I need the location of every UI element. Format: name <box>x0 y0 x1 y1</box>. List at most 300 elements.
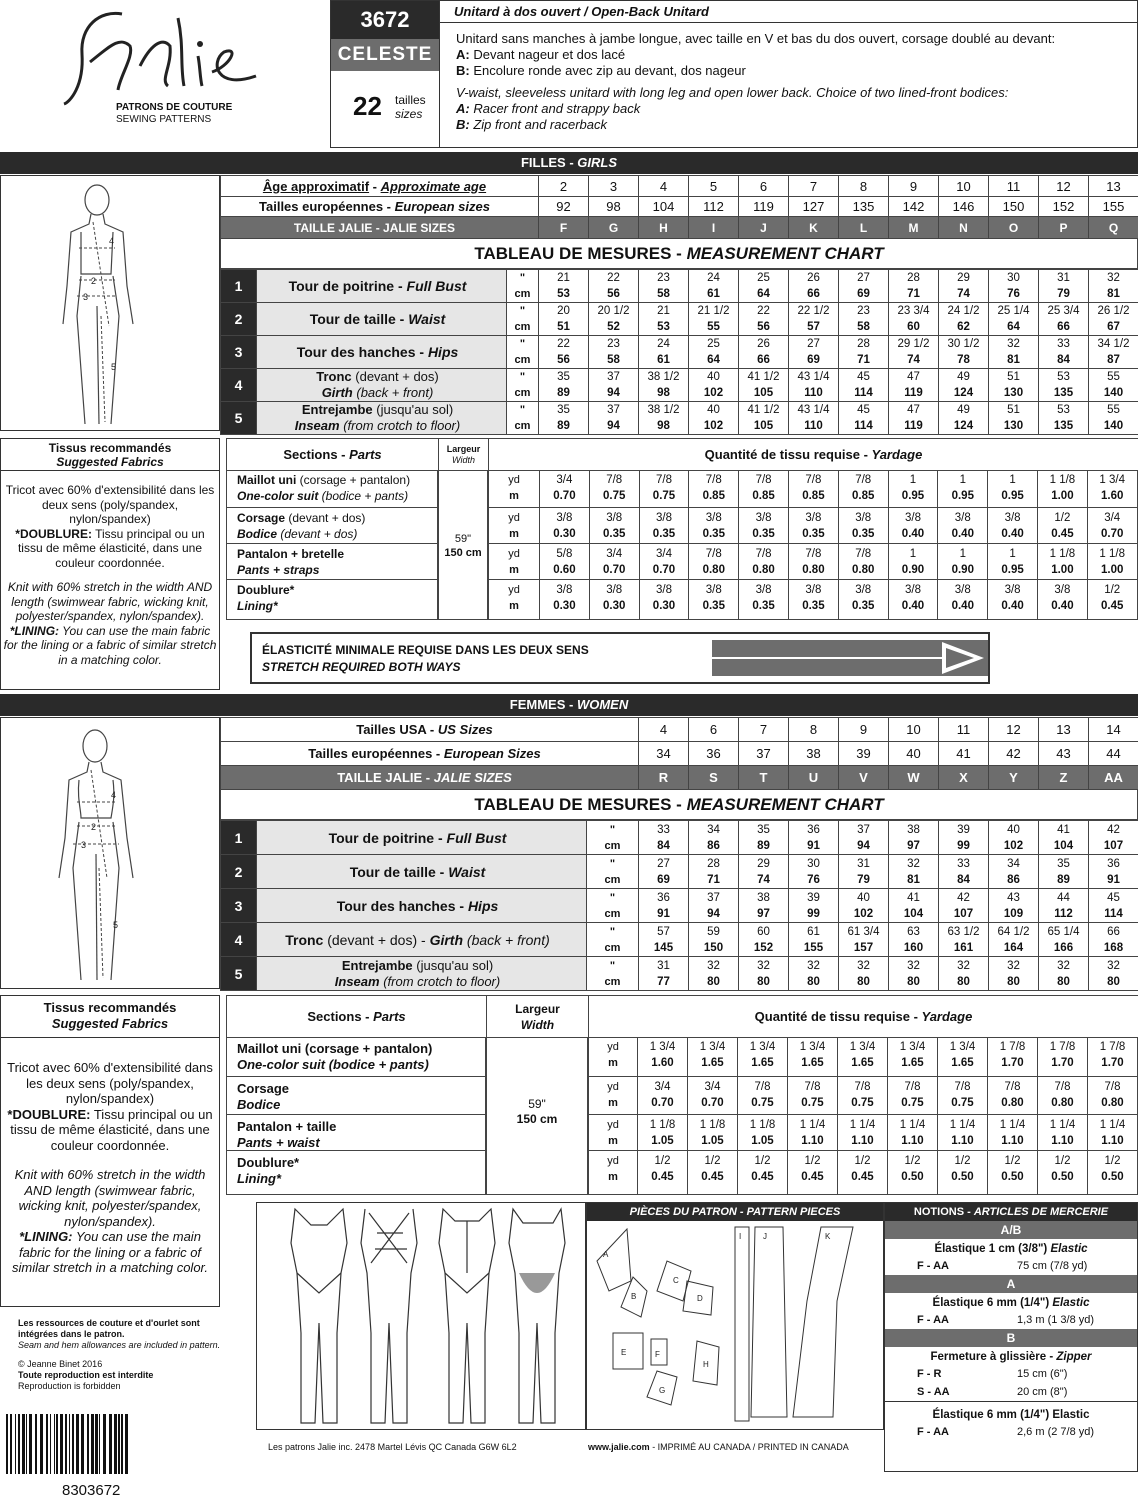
value-cm: 91 <box>807 839 820 852</box>
w-fabrics-en-lining: You can use the main fabric for the lining or a fabric of similar stretch in a matching color. <box>11 1229 209 1275</box>
value-cm: 166 <box>1053 941 1074 954</box>
yardage-row <box>226 544 1138 580</box>
yardage-en: Lining* <box>237 599 278 613</box>
value-inch: 41 1/2 <box>747 371 780 383</box>
w-jalie-cell: W <box>889 766 939 790</box>
measure-value-cell <box>689 402 739 435</box>
notion-size: F - R <box>917 1368 942 1380</box>
value-yd: 7/8 <box>855 474 872 486</box>
barcode-bar <box>15 1414 16 1474</box>
stretch-en: STRETCH REQUIRED BOTH WAYS <box>262 660 461 674</box>
unit-m: m <box>509 490 519 502</box>
measure-value-cell <box>939 889 989 923</box>
value-m: 0.70 <box>553 490 576 502</box>
yardage-value-cell <box>988 1037 1038 1077</box>
value-yd: 1 1/4 <box>899 1119 926 1131</box>
desc-fr-a-key: A: <box>456 47 470 62</box>
w-width-in: 59" <box>528 1097 546 1111</box>
value-m: 0.80 <box>1101 1097 1124 1109</box>
brand-line1: PATRONS DE COUTURE <box>116 102 233 113</box>
measure-en: Waist <box>408 311 446 327</box>
value-yd: 5/8 <box>556 548 573 560</box>
w-eu-cell: 42 <box>989 742 1039 766</box>
value-inch: 33 <box>957 857 970 870</box>
stretch-fr: ÉLASTICITÉ MINIMALE REQUISE DANS LES DEUX SENS <box>262 643 589 657</box>
measure-row <box>221 889 1138 923</box>
piece-label: C <box>673 1276 679 1285</box>
w-fabrics-fr-lining: Tissu principal ou un tissu de même élasticité, dans une couleur coordonnée. <box>10 1106 213 1153</box>
yardage-row <box>226 1037 1138 1077</box>
barcode-number: 8303672 <box>62 1482 121 1499</box>
measure-value-cell <box>639 402 689 435</box>
age-cell: 5 <box>689 176 739 197</box>
unit-m: m <box>608 1057 618 1069</box>
value-m: 0.45 <box>701 1171 724 1183</box>
notion-qty: 2,6 m (2 7/8 yd) <box>1017 1426 1095 1438</box>
value-m: 0.35 <box>752 528 775 540</box>
yardage-value-cell <box>739 470 789 508</box>
value-cm: 69 <box>807 354 820 366</box>
us-label-fr: Tailles USA - <box>356 722 438 737</box>
value-inch: 32 <box>757 959 770 972</box>
value-yd: 1 1/4 <box>849 1119 876 1131</box>
measure-number: 2 <box>221 303 257 336</box>
value-yd: 3/4 <box>556 474 573 486</box>
value-m: 1.05 <box>701 1135 724 1147</box>
w-eu-cell: 34 <box>639 742 689 766</box>
w-jalie-cell: X <box>939 766 989 790</box>
yardage-row <box>226 470 1138 508</box>
measure-fr: Tour de taille - <box>309 311 409 327</box>
value-yd: 3/4 <box>655 548 672 560</box>
w-fabrics-en-lining-key: *LINING: <box>19 1229 73 1244</box>
value-yd: 1/2 <box>1104 584 1121 596</box>
jalie-logo-icon <box>60 6 290 106</box>
notions-title-en: ARTICLES DE MERCERIE <box>973 1206 1109 1218</box>
value-m: 0.40 <box>901 600 925 612</box>
value-m: 0.50 <box>1001 1171 1024 1183</box>
measure-row <box>221 855 1138 889</box>
yardage-value-cell <box>1088 508 1138 544</box>
value-m: 0.30 <box>652 600 676 612</box>
barcode-bar <box>56 1414 58 1474</box>
measure-value-cell <box>889 402 939 435</box>
yardage-value-cell <box>1088 544 1138 580</box>
value-m: 1.70 <box>1101 1057 1124 1069</box>
value-yd: 7/8 <box>904 1081 921 1093</box>
value-m: 0.95 <box>1001 490 1024 502</box>
value-m: 0.30 <box>553 528 576 540</box>
value-yd: 3/8 <box>954 512 971 524</box>
value-yd: 3/8 <box>805 584 822 596</box>
yardage-value-cell <box>1038 1077 1088 1115</box>
yardage-unit-cell <box>588 1077 638 1115</box>
unit-yd: yd <box>508 512 520 524</box>
unit-inch: " <box>519 305 526 317</box>
yardage-value-cell <box>689 580 739 620</box>
measure-value-cell <box>1089 923 1138 957</box>
measure-value-cell <box>839 270 889 303</box>
value-inch: 32 <box>857 959 870 972</box>
value-m: 0.95 <box>1001 564 1024 576</box>
value-m: 0.50 <box>951 1171 974 1183</box>
value-cm: 52 <box>607 321 620 333</box>
width-en: Width <box>452 454 475 465</box>
value-cm: 60 <box>907 321 920 333</box>
value-yd: 1/2 <box>1004 1155 1021 1167</box>
yardage-value-cell <box>590 470 640 508</box>
jalie-cell: F <box>539 217 589 239</box>
barcode-bar <box>54 1414 55 1474</box>
w-width-fr: Largeur <box>515 1001 560 1016</box>
value-inch: 41 <box>907 891 920 904</box>
measure-value-cell <box>639 270 689 303</box>
notion-qty: 1,3 m (1 3/8 yd) <box>1017 1314 1095 1326</box>
yardage-value-cell <box>988 1151 1038 1195</box>
piece-label: G <box>659 1386 666 1395</box>
value-m: 0.80 <box>1051 1097 1074 1109</box>
w-fabrics-title-en: Suggested Fabrics <box>51 1016 169 1031</box>
value-m: 0.45 <box>801 1171 824 1183</box>
value-inch: 44 <box>1057 891 1070 904</box>
value-inch: 30 <box>1007 272 1020 284</box>
yardage-fr2: (corsage + pantalon) <box>296 473 411 487</box>
measure-value-cell <box>889 923 939 957</box>
sections-en: Parts <box>349 447 382 462</box>
value-m: 0.50 <box>901 1171 924 1183</box>
value-cm: 105 <box>753 387 774 399</box>
yardage-value-cell <box>938 1037 988 1077</box>
value-cm: 114 <box>854 420 873 432</box>
value-yd: 7/8 <box>855 548 872 560</box>
girls-figure-box <box>0 175 220 431</box>
us-cell: 11 <box>939 718 989 742</box>
value-inch: 22 <box>557 338 570 350</box>
yardage-value-cell <box>540 470 590 508</box>
value-cm: 94 <box>607 387 620 399</box>
measure-fr: Tour des hanches - <box>336 897 468 914</box>
us-cell: 4 <box>639 718 689 742</box>
desc-en-b-key: B: <box>456 117 470 132</box>
pattern-pieces-box <box>586 1202 884 1430</box>
value-inch: 47 <box>907 404 920 416</box>
measure-value-cell <box>889 369 939 402</box>
value-inch: 38 1/2 <box>647 404 680 416</box>
measure-value-cell <box>889 821 939 855</box>
yardage-value-cell <box>640 580 690 620</box>
yardage-en: Pants + straps <box>237 563 320 577</box>
w-width-en: Width <box>520 1017 555 1032</box>
value-inch: 29 1/2 <box>897 338 930 350</box>
yardage-value-cell <box>888 1077 938 1115</box>
measure-row <box>221 369 1138 402</box>
value-inch: 61 <box>807 925 820 938</box>
measure-value-cell <box>839 821 889 855</box>
fabrics-en-lining-key: *LINING: <box>9 623 60 638</box>
value-m: 1.00 <box>1101 564 1124 576</box>
value-m: 0.45 <box>651 1171 674 1183</box>
unit-m: m <box>509 564 519 576</box>
value-cm: 164 <box>1003 941 1024 954</box>
value-cm: 102 <box>1003 839 1024 852</box>
eu-cell: 135 <box>839 197 889 217</box>
girls-chart-title <box>220 239 1138 269</box>
yardage-value-cell <box>1038 1151 1088 1195</box>
yardage-value-cell <box>888 1151 938 1195</box>
value-cm: 124 <box>953 387 974 399</box>
value-cm: 74 <box>757 873 770 886</box>
measure-value-cell <box>1089 303 1138 336</box>
svg-text:4: 4 <box>111 790 117 800</box>
value-inch: 65 1/4 <box>1047 925 1080 938</box>
age-cell: 13 <box>1089 176 1138 197</box>
unit-inch: " <box>519 272 526 284</box>
value-cm: 80 <box>907 975 920 988</box>
value-cm: 157 <box>853 941 874 954</box>
value-m: 0.45 <box>1051 528 1074 540</box>
value-inch: 47 <box>907 371 920 383</box>
measure-value-cell <box>739 270 789 303</box>
value-inch: 41 <box>1057 823 1070 836</box>
value-cm: 64 <box>1007 321 1020 333</box>
w-yardage-en: Yardage <box>921 1009 973 1024</box>
piece-label: A <box>603 1250 609 1259</box>
yardage-en: Pants + waist <box>237 1135 320 1150</box>
value-inch: 36 <box>807 823 820 836</box>
value-cm: 152 <box>753 941 774 954</box>
unit-yd: yd <box>607 1081 619 1093</box>
measure-value-cell <box>739 336 789 369</box>
w-jalie-cell: Y <box>989 766 1039 790</box>
w-sections-en: Parts <box>373 1009 406 1024</box>
us-cell: 14 <box>1089 718 1138 742</box>
value-m: 1.70 <box>1001 1057 1024 1069</box>
unit-cm: cm <box>514 420 531 432</box>
value-cm: 114 <box>1104 907 1123 920</box>
yardage-value-cell <box>739 544 789 580</box>
w-eu-cell: 41 <box>939 742 989 766</box>
value-inch: 23 <box>607 338 620 350</box>
value-cm: 81 <box>907 873 920 886</box>
value-yd: 7/8 <box>755 474 772 486</box>
barcode-bar <box>22 1414 25 1474</box>
value-inch: 38 <box>757 891 770 904</box>
value-m: 1.65 <box>951 1057 974 1069</box>
measure-row <box>221 957 1138 991</box>
measure-value-cell <box>939 336 989 369</box>
allowance-en: Seam and hem allowances are included in pattern. <box>18 1340 221 1350</box>
w-eu-cell: 39 <box>839 742 889 766</box>
yardage-value-cell <box>738 1077 788 1115</box>
measure-number: 1 <box>221 821 257 855</box>
unit-cell <box>587 923 639 957</box>
value-yd: 7/8 <box>805 474 822 486</box>
value-inch: 25 1/4 <box>997 305 1030 317</box>
value-yd: 1 3/4 <box>749 1041 776 1053</box>
measure-value-cell <box>1089 270 1138 303</box>
chart-title-fr: TABLEAU DE MESURES - <box>474 244 687 263</box>
notion-row <box>885 1383 1137 1401</box>
sizes-fr: tailles <box>395 93 426 107</box>
measure-value-cell <box>1089 821 1138 855</box>
value-inch: 38 <box>907 823 920 836</box>
measure-value-cell <box>639 889 689 923</box>
women-figure-box <box>0 717 220 989</box>
value-cm: 150 <box>703 941 724 954</box>
value-yd: 1/2 <box>954 1155 971 1167</box>
value-yd: 1 7/8 <box>1099 1041 1126 1053</box>
yardage-row <box>226 1151 1138 1195</box>
yardage-value-cell <box>540 544 590 580</box>
value-m: 0.75 <box>801 1097 824 1109</box>
yardage-fr: Pantalon + bretelle <box>237 547 345 561</box>
value-yd: 3/8 <box>606 584 623 596</box>
yardage-value-cell <box>889 580 939 620</box>
value-cm: 155 <box>803 941 824 954</box>
jalie-cell: N <box>939 217 989 239</box>
value-inch: 45 <box>857 404 870 416</box>
yardage-value-cell <box>938 508 988 544</box>
measure-value-cell <box>589 336 639 369</box>
measure-value-cell <box>639 923 689 957</box>
measure-value-cell <box>789 821 839 855</box>
value-m: 1.65 <box>851 1057 874 1069</box>
measure-value-cell <box>889 957 939 991</box>
value-yd: 1 <box>1009 548 1016 560</box>
eu-cell: 146 <box>939 197 989 217</box>
measure-value-cell <box>1039 889 1089 923</box>
value-cm: 112 <box>1054 907 1073 920</box>
value-cm: 69 <box>857 288 870 300</box>
pieces-title-fr: PIÈCES DU PATRON - <box>629 1206 747 1218</box>
jalie-cell: K <box>789 217 839 239</box>
value-m: 0.80 <box>802 564 825 576</box>
value-m: 0.60 <box>553 564 576 576</box>
value-yd: 3/8 <box>606 512 623 524</box>
measure-en: Girth <box>321 385 353 400</box>
yardage-unit-cell <box>488 508 540 544</box>
unit-cm: cm <box>604 907 621 920</box>
value-cm: 161 <box>953 941 974 954</box>
value-cm: 119 <box>904 387 923 399</box>
value-cm: 98 <box>657 420 670 432</box>
barcode-bar <box>6 1414 8 1474</box>
yardage-value-cell <box>1088 1037 1138 1077</box>
value-inch: 51 <box>1007 371 1020 383</box>
title-en: Open-Back Unitard <box>591 4 709 19</box>
measure-value-cell <box>589 303 639 336</box>
value-m: 0.85 <box>802 490 825 502</box>
value-yd: 1 1/8 <box>1049 474 1076 486</box>
yardage-value-cell <box>938 1077 988 1115</box>
yardage-value-cell <box>738 1115 788 1151</box>
value-inch: 55 <box>1107 404 1120 416</box>
unit-cm: cm <box>604 873 621 886</box>
girls-header <box>0 152 1138 174</box>
value-inch: 27 <box>857 272 870 284</box>
yardage-value-cell <box>540 580 590 620</box>
value-yd: 1 3/4 <box>649 1041 676 1053</box>
notion-qty: 20 cm (8") <box>1017 1386 1068 1398</box>
value-cm: 130 <box>1003 387 1024 399</box>
value-inch: 32 <box>1007 959 1020 972</box>
women-header <box>0 694 1138 716</box>
measure-value-cell <box>989 821 1039 855</box>
w-jalie-cell: R <box>639 766 689 790</box>
value-yd: 3/8 <box>855 584 872 596</box>
measure-value-cell <box>539 270 589 303</box>
barcode-bar <box>118 1414 120 1474</box>
women-chart-title <box>220 790 1138 820</box>
value-inch: 37 <box>707 891 720 904</box>
w-eu-cell: 43 <box>1039 742 1089 766</box>
value-inch: 32 <box>907 959 920 972</box>
value-m: 0.40 <box>951 600 974 612</box>
girls-age-label: Âge approximatif - Approximate age <box>221 176 539 197</box>
measure-label <box>257 303 507 336</box>
eu-cell: 152 <box>1039 197 1089 217</box>
measure-en: Inseam <box>334 973 380 989</box>
measure-label <box>257 336 507 369</box>
value-inch: 31 <box>857 857 870 870</box>
us-label-en: US Sizes <box>437 722 493 737</box>
girls-measure-table <box>220 269 1138 435</box>
measure-row <box>221 923 1138 957</box>
measure-value-cell <box>839 369 889 402</box>
girls-yardage <box>226 438 1138 613</box>
measure-value-cell <box>939 957 989 991</box>
value-inch: 25 <box>707 338 720 350</box>
value-cm: 99 <box>957 839 970 852</box>
value-cm: 84 <box>1057 354 1070 366</box>
value-yd: 3/8 <box>755 512 772 524</box>
value-inch: 60 <box>757 925 770 938</box>
yardage-value-cell <box>638 1115 688 1151</box>
measure-value-cell <box>939 821 989 855</box>
yardage-fr: Corsage <box>237 511 286 525</box>
value-cm: 89 <box>557 387 570 399</box>
value-cm: 135 <box>1053 387 1074 399</box>
value-cm: 94 <box>607 420 620 432</box>
pattern-number: 3672 <box>331 1 439 39</box>
value-m: 0.45 <box>851 1171 874 1183</box>
unit-cell <box>587 855 639 889</box>
value-cm: 104 <box>1053 839 1074 852</box>
value-yd: 1/2 <box>1054 512 1071 524</box>
measure-value-cell <box>1039 821 1089 855</box>
yardage-value-cell <box>638 1037 688 1077</box>
svg-text:4: 4 <box>109 236 115 246</box>
value-yd: 1 1/8 <box>749 1119 776 1131</box>
title-line <box>440 1 1137 23</box>
measure-fr: Tour de poitrine - <box>328 829 447 846</box>
value-cm: 58 <box>657 288 670 300</box>
yardage-value-cell <box>688 1115 738 1151</box>
yardage-fr: Corsage <box>237 1081 290 1096</box>
value-inch: 61 3/4 <box>847 925 880 938</box>
value-m: 0.70 <box>701 1097 724 1109</box>
footer-address: Les patrons Jalie inc. 2478 Martel Lévis QC Canada G6W 6L2 <box>268 1442 517 1452</box>
value-cm: 105 <box>753 420 774 432</box>
measure-value-cell <box>839 889 889 923</box>
yardage-value-cell <box>688 1037 738 1077</box>
value-cm: 97 <box>907 839 920 852</box>
value-cm: 91 <box>1107 873 1120 886</box>
value-yd: 3/8 <box>655 512 672 524</box>
value-m: 1.10 <box>1101 1135 1124 1147</box>
measure-value-cell <box>789 402 839 435</box>
measure-value-cell <box>789 336 839 369</box>
